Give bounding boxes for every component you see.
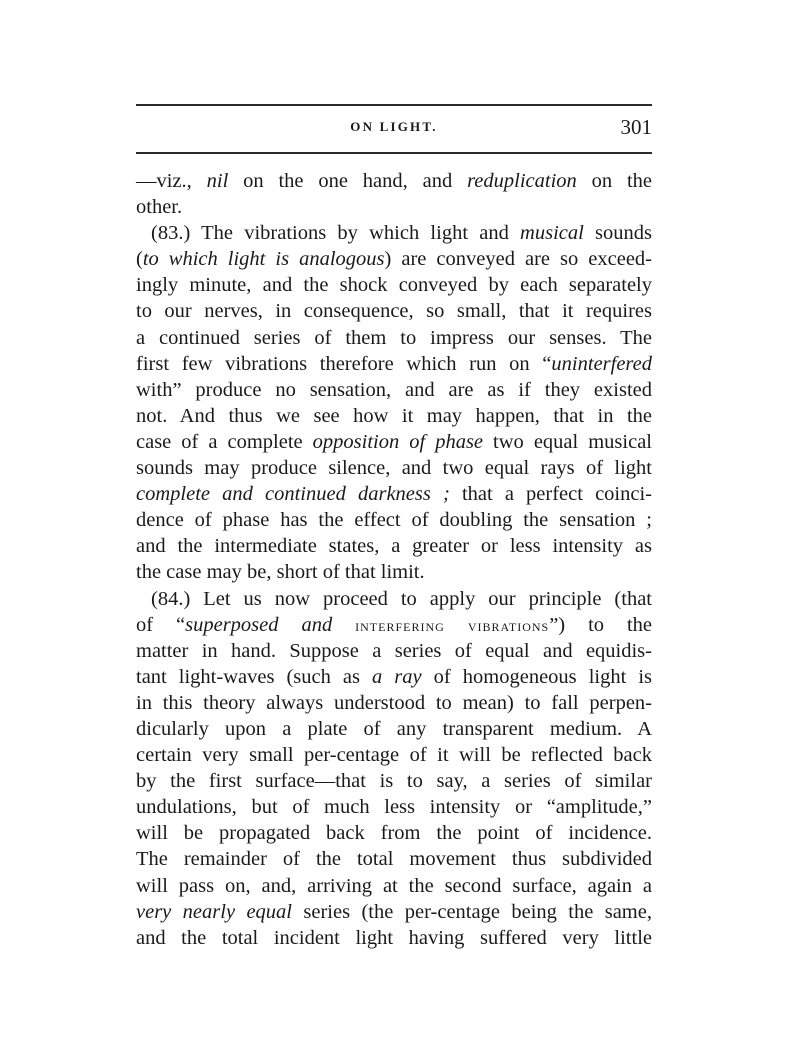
text-segment: other. bbox=[136, 196, 183, 219]
text-line bbox=[136, 559, 652, 585]
header-rule-bottom bbox=[136, 152, 652, 154]
text-segment: ingly minute, and the shock conveyed by each separately bbox=[136, 274, 652, 297]
italic-text: reduplication bbox=[467, 170, 577, 192]
text-segment: (83.) The vibrations by which light and bbox=[151, 222, 521, 245]
text-segment: to our nerves, in consequence, so small, that it requires bbox=[136, 300, 652, 323]
italic-text: opposition of phase bbox=[312, 430, 484, 453]
text-segment: (84.) Let us now proceed to apply our principle (that bbox=[151, 587, 652, 610]
text-line bbox=[136, 377, 652, 403]
text-line bbox=[136, 873, 652, 899]
text-line bbox=[136, 507, 652, 533]
italic-text: very nearly equal bbox=[136, 900, 292, 923]
text-segment: that a perfect coinci- bbox=[449, 483, 652, 506]
text-segment: ) are conveyed are so exceed- bbox=[384, 248, 652, 271]
text-line bbox=[136, 246, 652, 272]
text-segment: and the intermediate states, a greater or less intensity as bbox=[136, 535, 652, 558]
text-line bbox=[136, 899, 652, 925]
text-segment: and the total incident light having suffered very little bbox=[136, 926, 652, 949]
text-segment: dicularly upon a plate of any transparent medium. A bbox=[136, 717, 652, 740]
text-segment: dence of phase has the effect of doubling the sensation ; bbox=[136, 509, 652, 532]
text-segment: sounds may produce silence, and two equal rays of light bbox=[136, 457, 652, 480]
text-segment: will pass on, and, arriving at the second surface, again a bbox=[136, 874, 652, 897]
text-line bbox=[136, 925, 652, 951]
text-line bbox=[136, 612, 652, 638]
text-line bbox=[136, 272, 652, 298]
text-line bbox=[136, 846, 652, 872]
text-line bbox=[136, 220, 652, 246]
text-line bbox=[136, 455, 652, 481]
text-segment: on the bbox=[576, 170, 653, 192]
text-segment: with” produce no sensation, and are as if they existed bbox=[136, 378, 652, 401]
text-line bbox=[136, 768, 652, 794]
running-head bbox=[136, 115, 652, 145]
header-rule-top bbox=[136, 104, 652, 106]
text-line bbox=[136, 820, 652, 846]
text-segment: not. And thus we see how it may happen, that in the bbox=[136, 404, 652, 427]
text-segment: two equal musical bbox=[483, 430, 652, 453]
italic-text: a ray bbox=[372, 665, 422, 688]
text-line bbox=[136, 664, 652, 690]
text-segment: of homogeneous light is bbox=[421, 665, 652, 688]
text-segment: case of a complete bbox=[136, 430, 313, 453]
text-segment: matter in hand. Suppose a series of equal and equidis- bbox=[136, 639, 652, 662]
text-segment: will be propagated back from the point of incidence. bbox=[136, 822, 652, 845]
italic-text: to which light is analogous bbox=[142, 248, 385, 271]
text-segment: tant light-waves (such as bbox=[136, 665, 373, 688]
text-segment: of “ bbox=[136, 613, 186, 636]
small-caps-text: interfering vibrations bbox=[355, 615, 550, 635]
text-segment: a continued series of them to impress our senses. The bbox=[136, 326, 652, 349]
body-text bbox=[136, 168, 652, 951]
page-number: 301 bbox=[620, 115, 652, 139]
text-line bbox=[136, 533, 652, 559]
text-segment: The remainder of the total movement thus subdivided bbox=[136, 848, 652, 871]
text-line bbox=[136, 690, 652, 716]
text-segment: on the one hand, and bbox=[228, 170, 468, 192]
text-line bbox=[136, 742, 652, 768]
italic-text: complete and continued darkness ; bbox=[136, 483, 450, 506]
text-segment: series (the per-centage being the same, bbox=[292, 900, 652, 923]
text-segment bbox=[332, 614, 355, 636]
text-line bbox=[136, 429, 652, 455]
text-line bbox=[136, 351, 652, 377]
text-segment: by the first surface—that is to say, a series of similar bbox=[136, 770, 652, 793]
text-line bbox=[136, 298, 652, 324]
text-segment: ( bbox=[136, 248, 143, 271]
running-title: ON LIGHT. bbox=[350, 119, 438, 134]
text-line bbox=[136, 325, 652, 351]
text-line bbox=[136, 794, 652, 820]
text-line bbox=[136, 481, 652, 507]
text-segment: certain very small per-centage of it will be reflected back bbox=[136, 744, 652, 767]
text-line bbox=[136, 194, 652, 220]
text-segment: ”) to the bbox=[549, 613, 652, 636]
italic-text: superposed and bbox=[185, 613, 333, 636]
text-line bbox=[136, 403, 652, 429]
text-line bbox=[136, 586, 652, 612]
text-segment: undulations, but of much less intensity or “amplitude,” bbox=[136, 796, 652, 819]
text-line bbox=[136, 716, 652, 742]
italic-text: musical bbox=[520, 222, 584, 245]
italic-text: uninterfered bbox=[551, 352, 652, 375]
text-segment: sounds bbox=[583, 222, 652, 245]
text-line bbox=[136, 638, 652, 664]
text-segment: the case may be, short of that limit. bbox=[136, 561, 425, 584]
text-segment: —viz., bbox=[136, 170, 207, 192]
text-segment: in this theory always understood to mean) to fall perpen- bbox=[136, 691, 652, 714]
italic-text: nil bbox=[206, 170, 229, 192]
text-segment: first few vibrations therefore which run on “ bbox=[136, 352, 552, 375]
text-line bbox=[136, 168, 652, 194]
